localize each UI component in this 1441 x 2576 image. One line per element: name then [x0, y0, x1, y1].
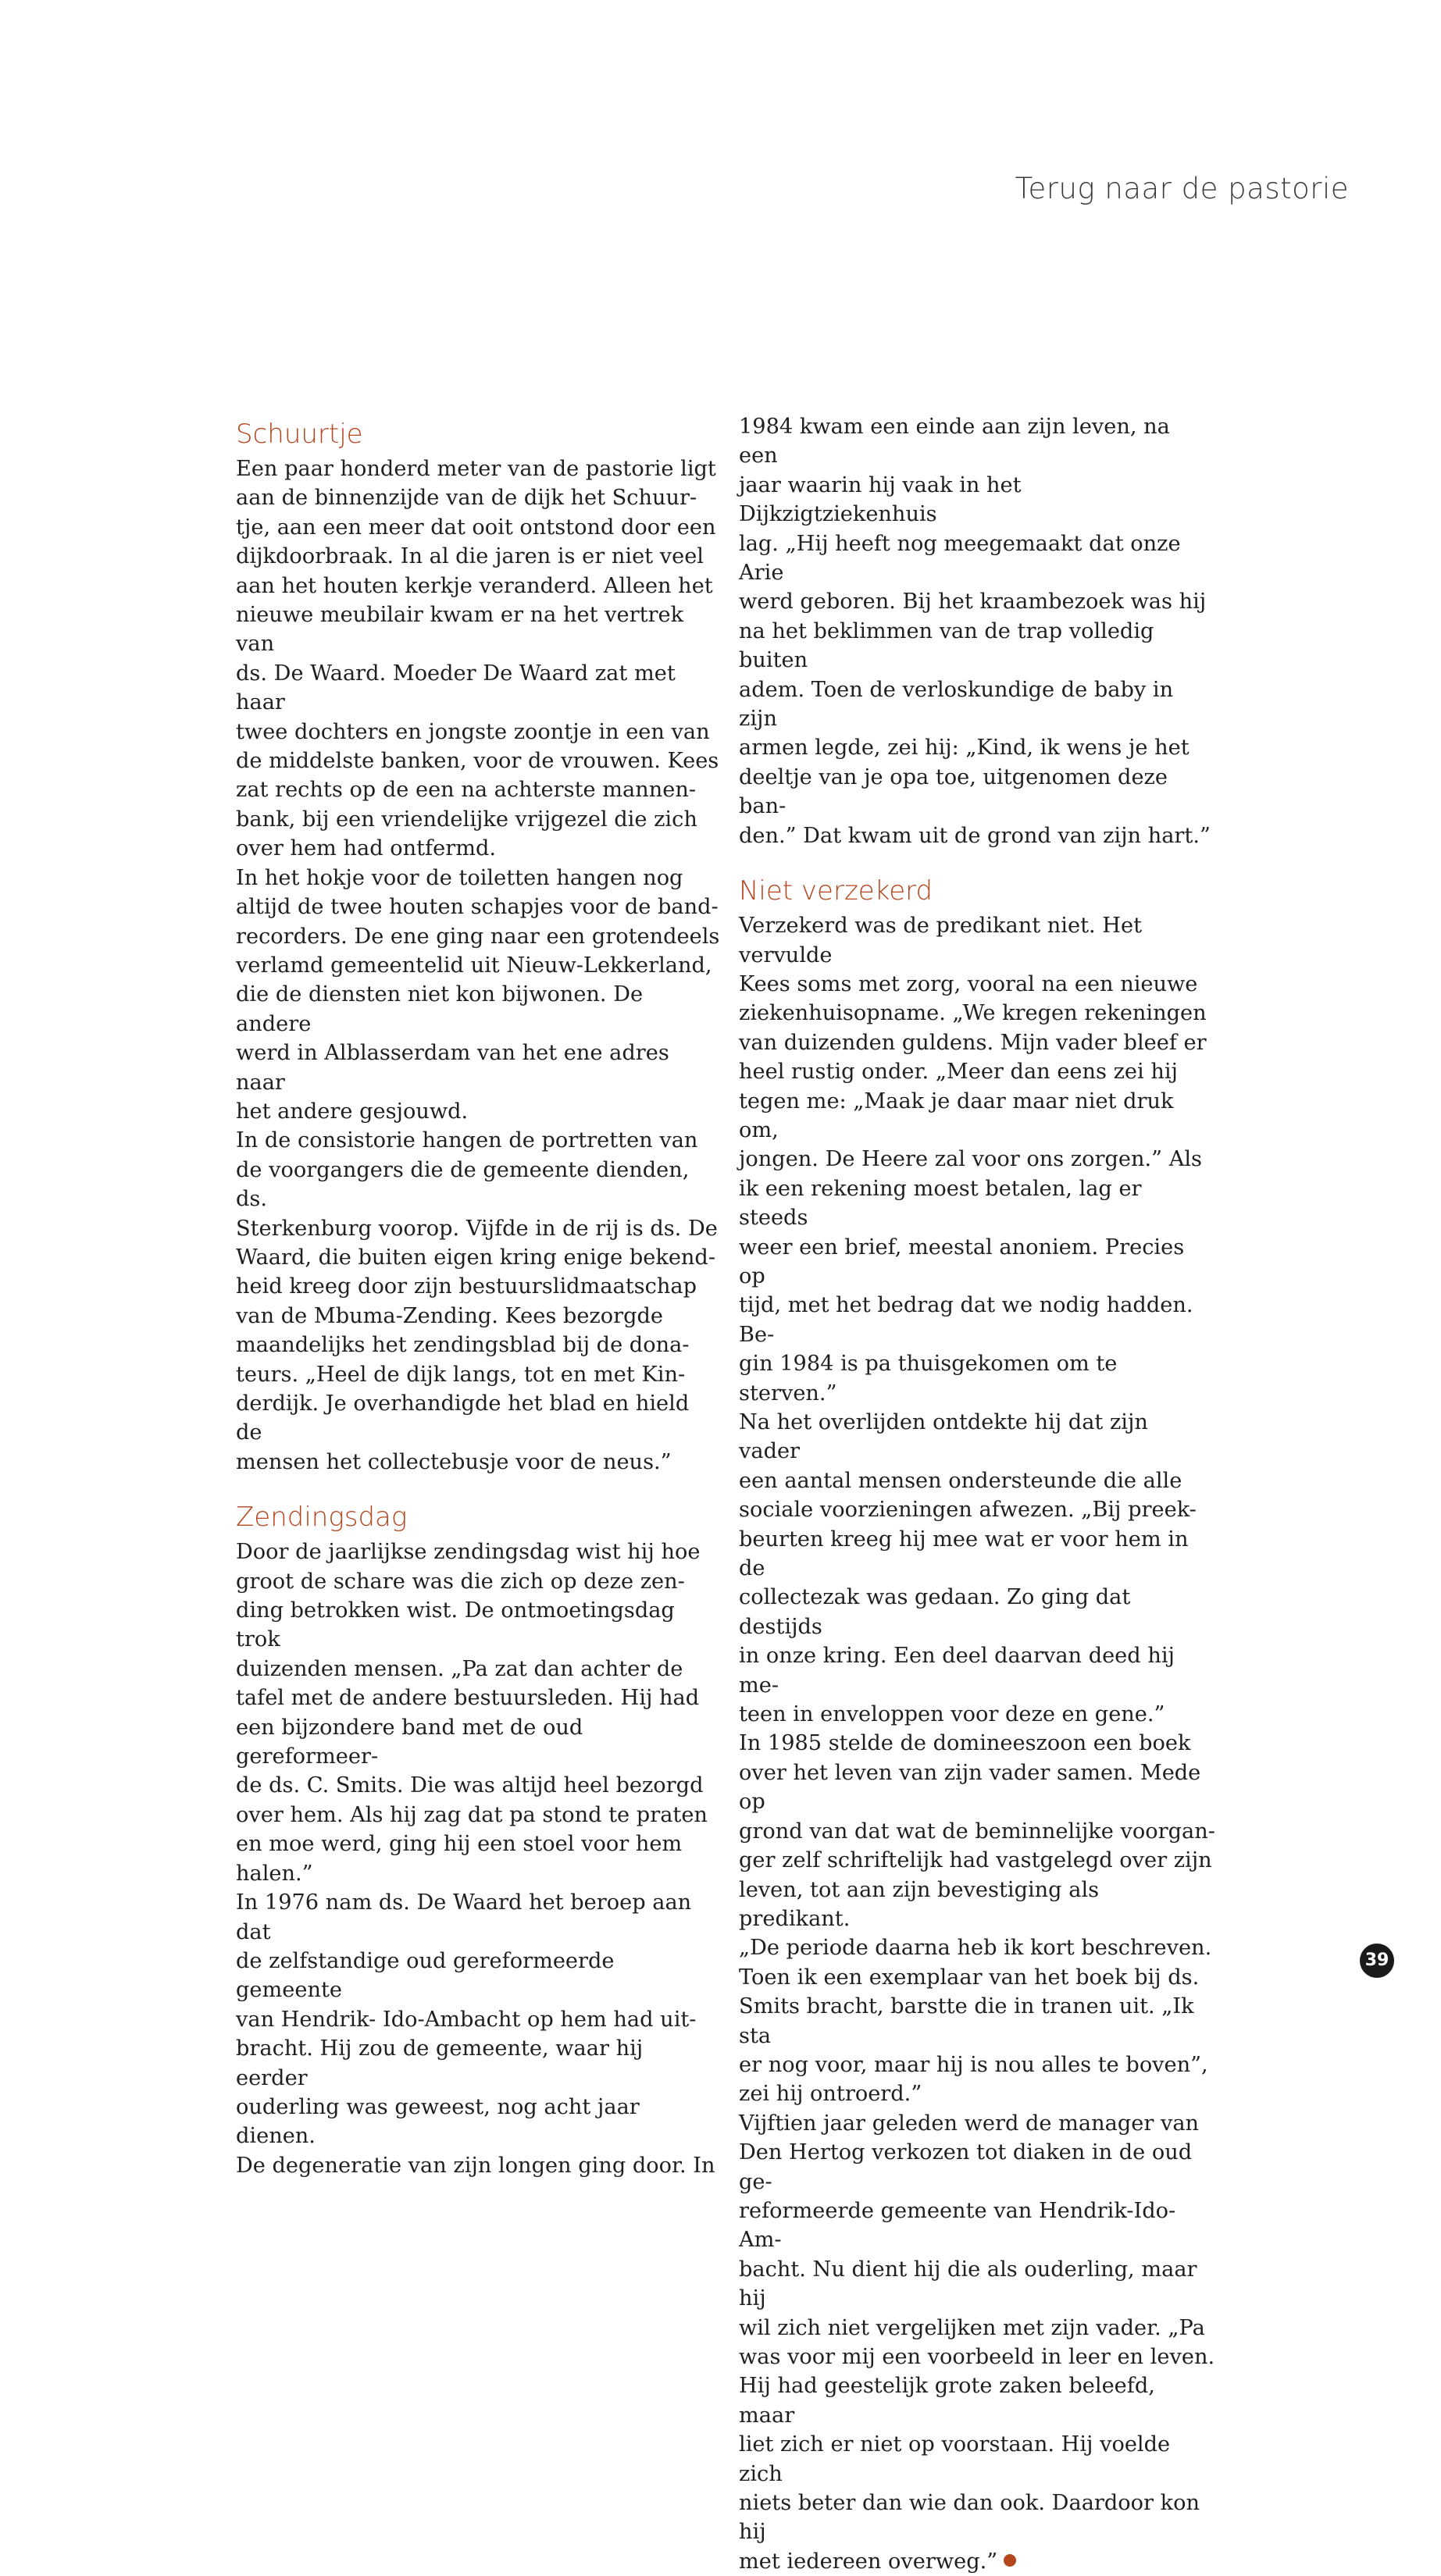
right-column — [739, 412, 1215, 2576]
end-of-article-dot-icon — [1004, 2554, 1016, 2567]
final-paragraph-text: Vijftien jaar geleden werd de manager van Den Hertog verkozen tot diaken in de oud ge- reformeerde gemeente van Hendrik-Ido-Am- bacht. Nu dient hij die als ouderling, maar hij wil zich niet vergelijken met zijn vader. „Pa was voor mij een voorbeeld in leer en leven. Hij had geestelijk grote zaken beleefd, maar liet zich er niet op voorstaan. Hij voelde zich niets beter dan wie dan ook. Daardoor kon hij met iedereen overweg.” — [739, 2111, 1215, 2574]
section-heading-niet-verzekerd: Niet verzekerd — [739, 875, 933, 907]
running-header: Terug naar de pastorie — [1015, 172, 1349, 205]
paragraph-final — [739, 2109, 1215, 2576]
paragraph-continuation: 1984 kwam een einde aan zijn leven, na een jaar waarin hij vaak in het Dijkzigtziekenhuis lag. „Hij heeft nog meegemaakt dat onze Arie werd geboren. Bij het kraambezoek was hij na het beklimmen van de trap volledig buiten adem. Toen de verloskundige de baby in zijn armen legde, zei hij: „Kind, ik wens je het deeltje van je opa toe, uitgenomen deze ban- den.” Dat kwam uit de grond van zijn hart.” — [739, 415, 1211, 848]
paragraph: In 1976 nam ds. De Waard het beroep aan dat de zelfstandige oud gereformeerde gemeente van Hendrik- Ido-Ambacht op hem had uit- bracht. Hij zou de gemeente, waar hij eerder ouderling was geweest, nog acht jaar dienen. De degeneratie van zijn longen ging door. In — [236, 1890, 715, 2178]
paragraph: In 1985 stelde de domineeszoon een boek over het leven van zijn vader samen. Mede op grond van dat wat de beminnelijke voorgan- ger zelf schriftelijk had vastgelegd over zijn leven, tot aan zijn bevestiging als predikant. „De periode daarna heb ik kort beschreven. Toen ik een exemplaar van het boek bij ds. Smits bracht, barstte die in tranen uit. „Ik sta er nog voor, maar hij is nou alles te boven”, zei hij ontroerd.” — [739, 1731, 1215, 2107]
section-heading-zendingsdag: Zendingsdag — [236, 1502, 408, 1534]
section-heading-schuurtje: Schuurtje — [236, 419, 363, 450]
paragraph: In het hokje voor de toiletten hangen nog altijd de twee houten schapjes voor de band- recorders. De ene ging naar een grotendeels verlamd gemeentelid uit Nieuw-Lekkerland, die de diensten niet kon bijwonen. De andere werd in Alblasserdam van het ene adres naar het andere gesjouwd. — [236, 865, 720, 1124]
paragraph: Een paar honderd meter van de pastorie ligt aan de binnenzijde van de dijk het Schuur- tje, aan een meer dat ooit ontstond door een dijkdoorbraak. In al die jaren is er niet veel aan het houten kerkje veranderd. Alleen het nieuwe meubilair kwam er na het vertrek van ds. De Waard. Moeder De Waard zat met haar twee dochters en jongste zoontje in een van de middelste banken, voor de vrouwen. Kees zat rechts op de een na achterste mannen- bank, bij een vriendelijke vrijgezel die zich over hem had ontfermd. — [236, 457, 719, 861]
paragraph: Door de jaarlijkse zendingsdag wist hij hoe groot de schare was die zich op deze zen- ding betrokken wist. De ontmoetingsdag trok duizenden mensen. „Pa zat dan achter de tafel met de andere bestuursleden. Hij had een bijzondere band met de oud gereformeer- de ds. C. Smits. Die was altijd heel bezorgd over hem. Als hij zag dat pa stond te praten en moe werd, ging hij een stoel voor hem halen.” — [236, 1540, 708, 1886]
paragraph: Na het overlijden ontdekte hij dat zijn vader een aantal mensen ondersteunde die alle sociale voorzieningen afwezen. „Bij preek- beurten kreeg hij mee wat er voor hem in de collectezak was gedaan. Zo ging dat destijds in onze kring. Een deel daarvan deed hij me- teen in enveloppen voor deze en gene.” — [739, 1410, 1197, 1727]
page-number-badge: 39 — [1360, 1944, 1394, 1978]
left-column — [236, 412, 720, 2180]
paragraph: Verzekerd was de predikant niet. Het vervulde Kees soms met zorg, vooral na een nieuwe ziekenhuisopname. „We kregen rekeningen van duizenden guldens. Mijn vader bleef er heel rustig onder. „Meer dan eens zei hij tegen me: „Maak je daar maar niet druk om, jongen. De Heere zal voor ons zorgen.” Als ik een rekening moest betalen, lag er steeds weer een brief, meestal anoniem. Precies op tijd, met het bedrag dat we nodig hadden. Be- gin 1984 is pa thuisgekomen om te sterven.” — [739, 914, 1207, 1406]
paragraph: In de consistorie hangen de portretten van de voorgangers die de gemeente dienden, ds. Sterkenburg voorop. Vijfde in de rij is ds. De Waard, die buiten eigen kring enige bekend- heid kreeg door zijn bestuurslidmaatschap van de Mbuma-Zending. Kees bezorgde maandelijks het zendingsblad bij de dona- teurs. „Heel de dijk langs, tot en met Kin- derdijk. Je overhandigde het blad en hield de mensen het collectebusje voor de neus.” — [236, 1128, 718, 1474]
